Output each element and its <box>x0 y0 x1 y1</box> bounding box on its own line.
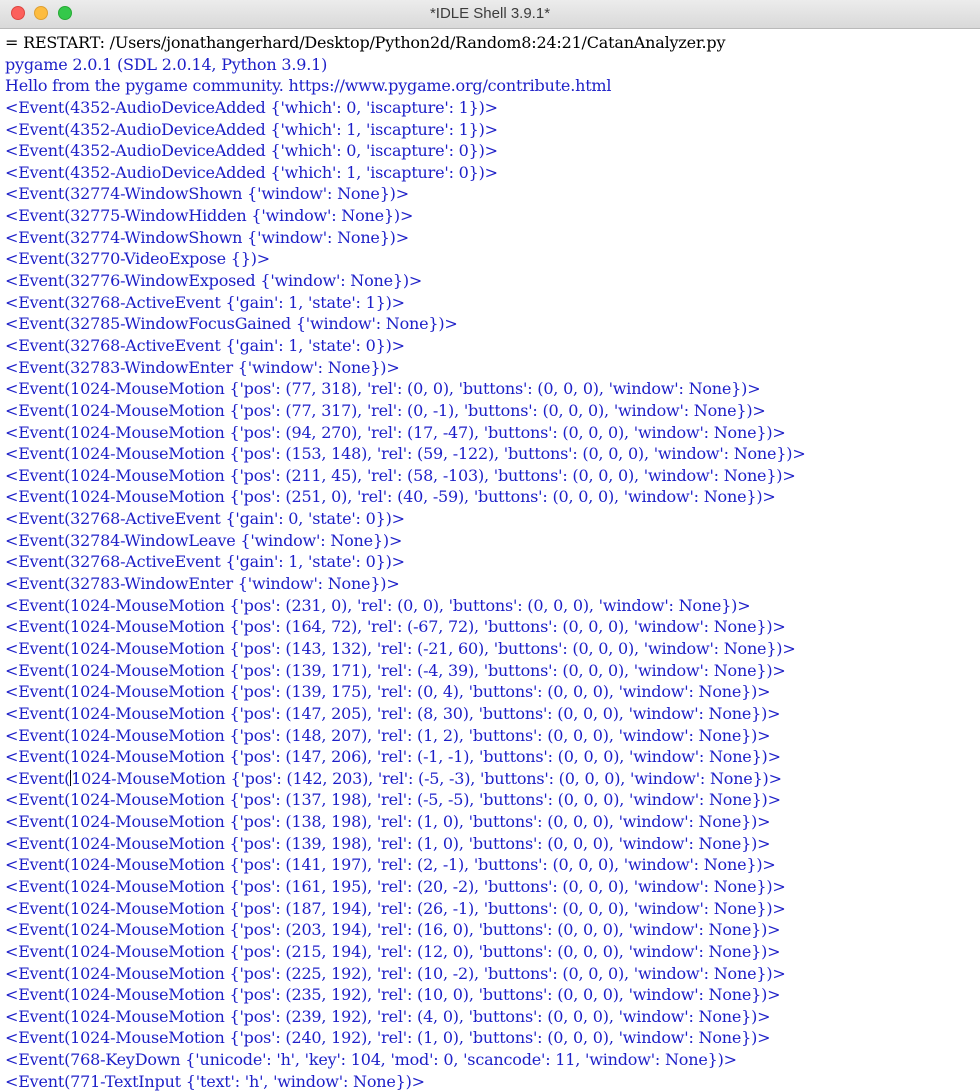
shell-output-line[interactable]: <Event(32768-ActiveEvent {'gain': 1, 'state': 0})> <box>5 335 405 355</box>
shell-output-line[interactable]: <Event(1024-MouseMotion {'pos': (139, 198), 'rel': (1, 0), 'buttons': (0, 0, 0), 'window': None})> <box>5 833 771 853</box>
shell-output-line[interactable]: <Event(1024-MouseMotion {'pos': (139, 175), 'rel': (0, 4), 'buttons': (0, 0, 0), 'window': None})> <box>5 682 771 702</box>
shell-output-line[interactable]: <Event(32785-WindowFocusGained {'window': None})> <box>5 314 458 334</box>
shell-output-line[interactable]: <Event(1024-MouseMotion {'pos': (161, 195), 'rel': (20, -2), 'buttons': (0, 0, 0), 'window': None})> <box>5 876 786 896</box>
shell-output-line[interactable]: <Event(1024-MouseMotion {'pos': (77, 317), 'rel': (0, -1), 'buttons': (0, 0, 0), 'window': None})> <box>5 400 766 420</box>
shell-output-line[interactable]: pygame 2.0.1 (SDL 2.0.14, Python 3.9.1) <box>5 54 328 74</box>
shell-output-line[interactable]: <Event(4352-AudioDeviceAdded {'which': 1, 'iscapture': 1})> <box>5 119 498 139</box>
shell-output-line[interactable]: <Event(768-KeyDown {'unicode': 'h', 'key': 104, 'mod': 0, 'scancode': 11, 'window': None})> <box>5 1050 737 1070</box>
shell-output-line[interactable]: <Event(1024-MouseMotion {'pos': (164, 72), 'rel': (-67, 72), 'buttons': (0, 0, 0), 'window': None})> <box>5 617 786 637</box>
shell-output-line[interactable]: <Event(1024-MouseMotion {'pos': (203, 194), 'rel': (16, 0), 'buttons': (0, 0, 0), 'window': None})> <box>5 920 781 940</box>
shell-output-line[interactable]: <Event(1024-MouseMotion {'pos': (251, 0), 'rel': (40, -59), 'buttons': (0, 0, 0), 'window': None})> <box>5 487 776 507</box>
shell-output-line[interactable]: <Event(32783-WindowEnter {'window': None})> <box>5 574 400 594</box>
window-title: *IDLE Shell 3.9.1* <box>429 5 551 22</box>
shell-output-line[interactable]: <Event(32768-ActiveEvent {'gain': 1, 'state': 0})> <box>5 552 405 572</box>
shell-output-line[interactable]: <Event(1024-MouseMotion {'pos': (94, 270), 'rel': (17, -47), 'buttons': (0, 0, 0), 'window': None})> <box>5 422 786 442</box>
shell-output-line[interactable]: <Event(32770-VideoExpose {})> <box>5 249 270 269</box>
shell-output-line[interactable]: <Event(32776-WindowExposed {'window': None})> <box>5 271 423 291</box>
restart-line[interactable]: = RESTART: /Users/jonathangerhard/Desktop/Python2d/Random8:24:21/CatanAnalyzer.py <box>5 33 726 52</box>
shell-output-line[interactable]: <Event(32784-WindowLeave {'window': None})> <box>5 530 403 550</box>
shell-output-line[interactable]: <Event(1024-MouseMotion {'pos': (240, 192), 'rel': (1, 0), 'buttons': (0, 0, 0), 'window': None})> <box>5 1028 771 1048</box>
shell-output-line[interactable]: <Event(1024-MouseMotion {'pos': (153, 148), 'rel': (59, -122), 'buttons': (0, 0, 0), 'window': None})> <box>5 444 806 464</box>
shell-output-line[interactable]: <Event(32783-WindowEnter {'window': None})> <box>5 357 400 377</box>
shell-output-line[interactable]: <Event(4352-AudioDeviceAdded {'which': 0, 'iscapture': 0})> <box>5 141 498 161</box>
shell-output-line[interactable]: <Event(32774-WindowShown {'window': None})> <box>5 227 409 247</box>
shell-output-line[interactable]: <Event(32774-WindowShown {'window': None})> <box>5 184 409 204</box>
shell-output-line[interactable]: <Event(1024-MouseMotion {'pos': (147, 206), 'rel': (-1, -1), 'buttons': (0, 0, 0), 'window': None})> <box>5 747 781 767</box>
shell-output-line[interactable]: <Event(32768-ActiveEvent {'gain': 1, 'state': 1})> <box>5 292 405 312</box>
shell-output-line[interactable]: <Event(1024-MouseMotion {'pos': (142, 203), 'rel': (-5, -3), 'buttons': (0, 0, 0), 'window': None})> <box>5 768 782 788</box>
text-cursor <box>70 770 71 786</box>
shell-output-line[interactable]: Hello from the pygame community. https://www.pygame.org/contribute.html <box>5 76 612 96</box>
shell-output-line[interactable]: <Event(32775-WindowHidden {'window': None})> <box>5 206 414 226</box>
shell-output-line[interactable]: <Event(32768-ActiveEvent {'gain': 0, 'state': 0})> <box>5 509 405 529</box>
shell-output-line[interactable]: <Event(1024-MouseMotion {'pos': (139, 171), 'rel': (-4, 39), 'buttons': (0, 0, 0), 'window': None})> <box>5 660 786 680</box>
shell-output-line[interactable]: <Event(1024-MouseMotion {'pos': (148, 207), 'rel': (1, 2), 'buttons': (0, 0, 0), 'window': None})> <box>5 725 771 745</box>
shell-output-line[interactable]: <Event(1024-MouseMotion {'pos': (187, 194), 'rel': (26, -1), 'buttons': (0, 0, 0), 'window': None})> <box>5 898 786 918</box>
shell-output-line[interactable]: <Event(4352-AudioDeviceAdded {'which': 0, 'iscapture': 1})> <box>5 97 498 117</box>
shell-output-line[interactable]: <Event(1024-MouseMotion {'pos': (215, 194), 'rel': (12, 0), 'buttons': (0, 0, 0), 'window': None})> <box>5 941 781 961</box>
shell-output-line[interactable]: <Event(1024-MouseMotion {'pos': (211, 45), 'rel': (58, -103), 'buttons': (0, 0, 0), 'window': None})> <box>5 465 796 485</box>
title-bar[interactable] <box>0 0 980 29</box>
shell-output-line[interactable]: <Event(1024-MouseMotion {'pos': (141, 197), 'rel': (2, -1), 'buttons': (0, 0, 0), 'window': None})> <box>5 855 776 875</box>
shell-output-line[interactable]: <Event(1024-MouseMotion {'pos': (137, 198), 'rel': (-5, -5), 'buttons': (0, 0, 0), 'window': None})> <box>5 790 781 810</box>
shell-output-line[interactable]: <Event(771-TextInput {'text': 'h', 'window': None})> <box>5 1071 425 1091</box>
shell-output-line[interactable]: <Event(1024-MouseMotion {'pos': (231, 0), 'rel': (0, 0), 'buttons': (0, 0, 0), 'window': None})> <box>5 595 751 615</box>
shell-output-line[interactable]: <Event(1024-MouseMotion {'pos': (143, 132), 'rel': (-21, 60), 'buttons': (0, 0, 0), 'window': None})> <box>5 638 796 658</box>
shell-output-line[interactable]: <Event(1024-MouseMotion {'pos': (77, 318), 'rel': (0, 0), 'buttons': (0, 0, 0), 'window': None})> <box>5 379 761 399</box>
shell-output-line[interactable]: <Event(4352-AudioDeviceAdded {'which': 1, 'iscapture': 0})> <box>5 162 498 182</box>
shell-output-line[interactable]: <Event(1024-MouseMotion {'pos': (235, 192), 'rel': (10, 0), 'buttons': (0, 0, 0), 'window': None})> <box>5 985 781 1005</box>
shell-output-line[interactable]: <Event(1024-MouseMotion {'pos': (225, 192), 'rel': (10, -2), 'buttons': (0, 0, 0), 'window': None})> <box>5 963 786 983</box>
shell-output[interactable] <box>5 32 980 1092</box>
shell-output-line[interactable]: <Event(1024-MouseMotion {'pos': (138, 198), 'rel': (1, 0), 'buttons': (0, 0, 0), 'window': None})> <box>5 812 771 832</box>
shell-output-line[interactable]: <Event(1024-MouseMotion {'pos': (239, 192), 'rel': (4, 0), 'buttons': (0, 0, 0), 'window': None})> <box>5 1006 771 1026</box>
shell-output-line[interactable]: <Event(1024-MouseMotion {'pos': (147, 205), 'rel': (8, 30), 'buttons': (0, 0, 0), 'window': None})> <box>5 703 781 723</box>
